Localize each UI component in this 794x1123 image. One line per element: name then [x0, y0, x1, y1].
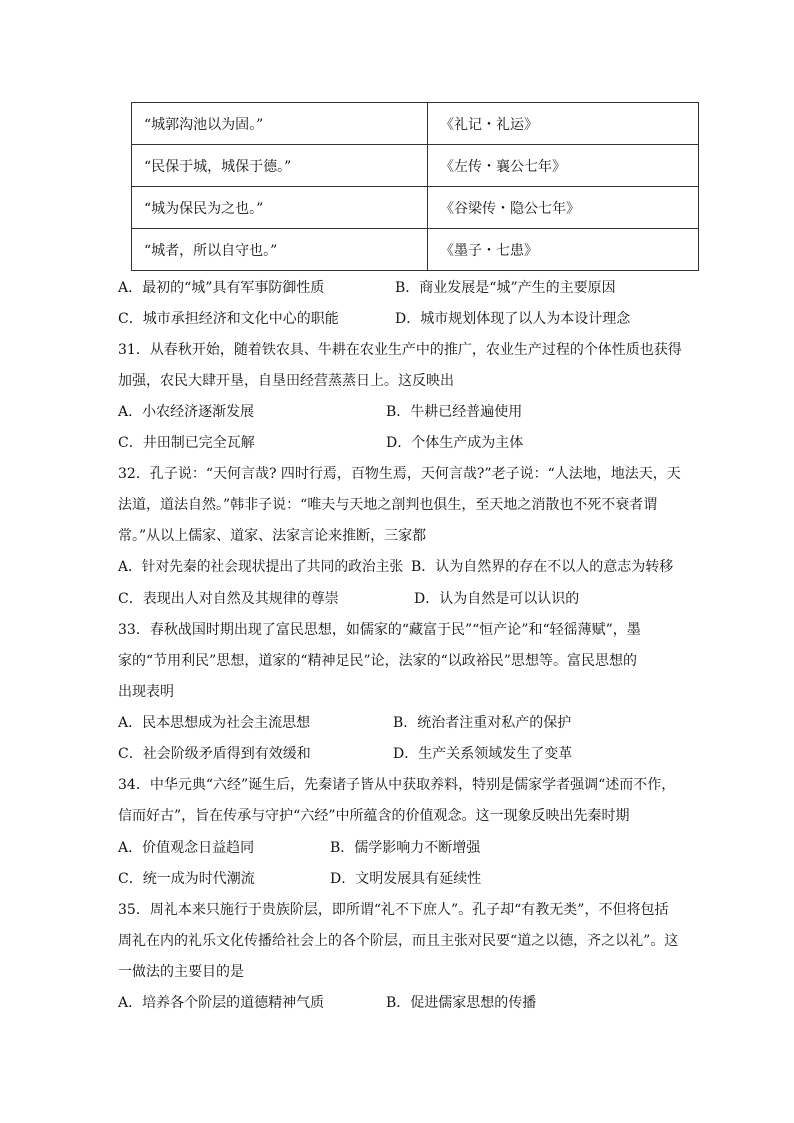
q33-option-c[interactable]: C．社会阶级矛盾得到有效缓和	[118, 746, 311, 762]
q33-options-row-2	[118, 744, 698, 764]
q33-stem-line-2: 家的“节用利民”思想，道家的“精神足民”论，法家的“以政裕民”思想等。富民思想的	[118, 653, 637, 669]
q30-option-a[interactable]: A．最初的“城”具有军事防御性质	[118, 280, 325, 296]
q33-option-d[interactable]: D．生产关系领域发生了变革	[393, 746, 573, 762]
quote-source-table	[131, 102, 699, 271]
source-cell: 《墨子・七患》	[428, 229, 699, 271]
table-row	[132, 145, 699, 187]
q32-options-row-2	[118, 589, 698, 609]
q34-option-c[interactable]: C．统一成为时代潮流	[118, 871, 255, 887]
q34-options-row-1	[118, 838, 698, 858]
q32-stem-line-3: 常。”从以上儒家、道家、法家言论来推断，三家都	[118, 528, 427, 544]
q34-option-b[interactable]: B．儒学影响力不断增强	[330, 840, 481, 856]
q35-stem-line-2: 周礼在内的礼乐文化传播给社会上的各个阶层，而且主张对民要“道之以德，齐之以礼”。这	[118, 933, 679, 949]
q32-stem-line-2: 法道，道法自然。”韩非子说：“唯夫与天地之剖判也俱生，至天地之消散也不死不衰者谓	[118, 497, 658, 513]
q32-stem-line-1: 32．孔子说：“天何言哉? 四时行焉，百物生焉，天何言哉?”老子说：“人法地，地法天，天	[118, 466, 681, 482]
quote-cell: “城者，所以自守也。”	[132, 229, 428, 271]
table-row	[132, 229, 699, 271]
q32-option-c[interactable]: C．表现出人对自然及其规律的尊崇	[118, 591, 339, 607]
q35-stem-line-3: 一做法的主要目的是	[118, 964, 244, 980]
table-row	[132, 103, 699, 145]
q35-stem-line-1: 35．周礼本来只施行于贵族阶层，即所谓“礼不下庶人”。孔子却“有教无类”，不但将包括	[118, 902, 669, 918]
q31-stem-line-1: 31．从春秋开始，随着铁农具、牛耕在农业生产中的推广，农业生产过程的个体性质也获得	[118, 342, 682, 358]
q31-options-row-2	[118, 433, 698, 453]
q30-options-row-1	[118, 278, 698, 298]
q35-option-b[interactable]: B．促进儒家思想的传播	[386, 995, 537, 1011]
q30-options-row-2	[118, 309, 698, 329]
table-row	[132, 187, 699, 229]
q31-option-b[interactable]: B．牛耕已经普遍使用	[386, 404, 523, 420]
q31-stem-line-2: 加强，农民大肆开垦，自垦田经营蒸蒸日上。这反映出	[118, 373, 454, 389]
q31-option-d[interactable]: D．个体生产成为主体	[386, 435, 524, 451]
q33-option-b[interactable]: B．统治者注重对私产的保护	[393, 715, 572, 731]
q32-options-row-1	[118, 557, 698, 577]
q34-option-d[interactable]: D．文明发展具有延续性	[330, 871, 482, 887]
q33-options-row-1	[118, 713, 698, 733]
q32-option-a[interactable]: A．针对先秦的社会现状提出了共同的政治主张	[118, 559, 404, 575]
q30-option-c[interactable]: C．城市承担经济和文化中心的职能	[118, 311, 339, 327]
quote-cell: “城郭沟池以为固。”	[132, 103, 428, 145]
q30-option-b[interactable]: B．商业发展是“城”产生的主要原因	[395, 280, 616, 296]
q33-option-a[interactable]: A．民本思想成为社会主流思想	[118, 715, 311, 731]
q30-option-d[interactable]: D．城市规划体现了以人为本设计理念	[395, 311, 631, 327]
q33-stem-line-3: 出现表明	[118, 684, 174, 700]
q31-options-row-1	[118, 402, 698, 422]
q35-option-a[interactable]: A．培养各个阶层的道德精神气质	[118, 995, 325, 1011]
q33-stem-line-1: 33．春秋战国时期出现了富民思想，如儒家的“藏富于民”“恒产论”和“轻徭薄赋”，墨	[118, 622, 641, 638]
q32-option-d[interactable]: D．认为自然是可以认识的	[414, 591, 580, 607]
q34-stem-line-1: 34．中华元典“六经”诞生后，先秦诸子皆从中获取养料，特别是儒家学者强调“述而不作，	[118, 777, 676, 793]
quote-cell: “民保于城，城保于德。”	[132, 145, 428, 187]
source-cell: 《左传・襄公七年》	[428, 145, 699, 187]
source-cell: 《谷梁传・隐公七年》	[428, 187, 699, 229]
q34-stem-line-2: 信而好古”，旨在传承与守护“六经”中所蕴含的价值观念。这一现象反映出先秦时期	[118, 808, 630, 824]
q34-options-row-2	[118, 869, 698, 889]
source-cell: 《礼记・礼运》	[428, 103, 699, 145]
q35-options-row-1	[118, 993, 698, 1013]
q34-option-a[interactable]: A．价值观念日益趋同	[118, 840, 255, 856]
q32-option-b[interactable]: B．认为自然界的存在不以人的意志为转移	[411, 559, 674, 575]
q31-option-c[interactable]: C．井田制已完全瓦解	[118, 435, 255, 451]
q31-option-a[interactable]: A．小农经济逐渐发展	[118, 404, 255, 420]
quote-cell: “城为保民为之也。”	[132, 187, 428, 229]
